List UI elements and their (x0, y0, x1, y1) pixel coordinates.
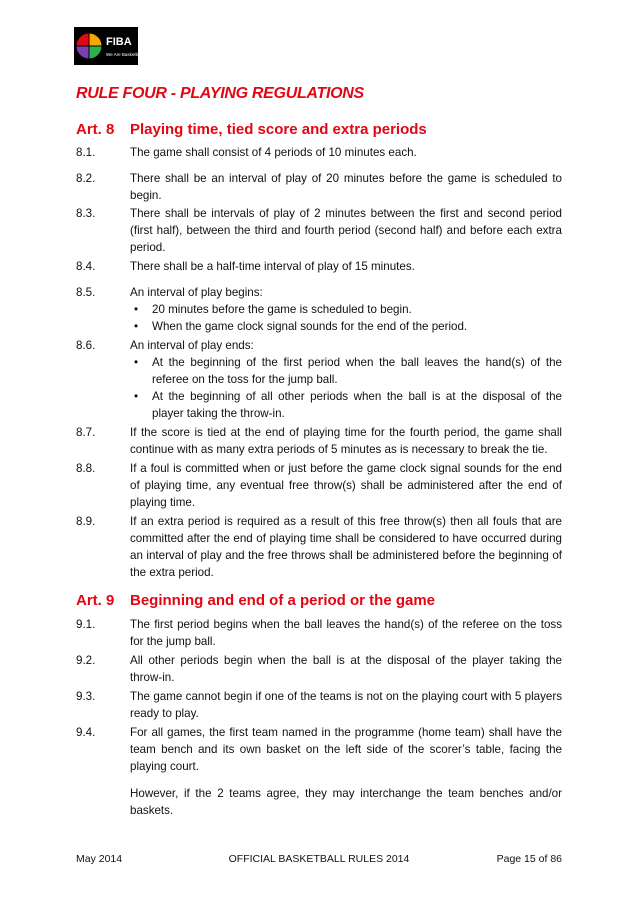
fiba-logo (74, 27, 143, 65)
clause-text: The first period begins when the ball leaves the hand(s) of the referee on the toss for the jump ball. (130, 618, 562, 648)
clause-8-4 (76, 258, 562, 275)
clause-8-7 (76, 424, 562, 458)
rule-title: RULE FOUR - PLAYING REGULATIONS (76, 85, 364, 102)
clause-number: 9.3. (76, 690, 96, 703)
clause-text: If a foul is committed when or just before the game clock signal sounds for the end of playing time, any eventual free throw(s) shall be administered after the end of playing time. (130, 462, 562, 509)
clause-9-2 (76, 652, 562, 686)
clause-8-9 (76, 513, 562, 581)
clause-text: The game shall consist of 4 periods of 10 minutes each. (130, 146, 417, 159)
footer-page-number: Page 15 of 86 (496, 853, 562, 865)
clause-number: 8.3. (76, 207, 96, 220)
clause-8-6 (76, 337, 562, 422)
clause-text: All other periods begin when the ball is at the disposal of the player taking the throw-in. (130, 654, 562, 684)
clause-8-2 (76, 170, 562, 204)
footer-date: May 2014 (76, 853, 123, 865)
bullet-item: • When the game clock signal sounds for the end of the period. (130, 318, 562, 335)
article-number: Art. 9 (76, 592, 115, 609)
clause-number: 8.1. (76, 146, 96, 159)
clause-number: 8.9. (76, 515, 96, 528)
clause-number: 9.4. (76, 726, 96, 739)
bullet-list (130, 354, 562, 422)
clause-8-8 (76, 460, 562, 511)
clause-text: There shall be a half-time interval of play of 15 minutes. (130, 260, 415, 273)
clause-text: There shall be intervals of play of 2 minutes between the first and second period (first half), between the third and fourth period (second half) and before each extra period. (130, 207, 562, 254)
clause-text: An interval of play ends: (130, 339, 254, 352)
clause-number: 8.2. (76, 172, 96, 185)
bullet-list (130, 301, 562, 335)
clause-number: 8.4. (76, 260, 96, 273)
clause-8-3 (76, 205, 562, 256)
clause-number: 9.1. (76, 618, 96, 631)
clause-9-4 (76, 724, 562, 775)
article-title: Beginning and end of a period or the game (130, 592, 436, 609)
article-title: Playing time, tied score and extra periods (130, 121, 427, 138)
logo-brand: FIBA (106, 36, 132, 48)
clause-text: There shall be an interval of play of 20 minutes before the game is scheduled to begin. (130, 172, 562, 202)
footer-center: OFFICIAL BASKETBALL RULES 2014 (228, 853, 410, 865)
clause-number: 8.6. (76, 339, 96, 352)
clause-9-1 (76, 616, 562, 650)
clause-number: 8.7. (76, 426, 96, 439)
clause-text: If an extra period is required as a result of this free throw(s) then all fouls that are committed after the end of playing time shall be considered to have occurred during an interval of play and the free throws shall be administered before the beginning of the extra period. (130, 515, 562, 579)
clause-number: 9.2. (76, 654, 96, 667)
clause-number: 8.8. (76, 462, 96, 475)
clause-9-3 (76, 688, 562, 722)
clause-text: The game cannot begin if one of the teams is not on the playing court with 5 players ready to play. (130, 690, 562, 720)
clause-number: 8.5. (76, 286, 96, 299)
clause-text: If the score is tied at the end of playing time for the fourth period, the game shall continue with as many extra periods of 5 minutes as is necessary to break the tie. (130, 426, 562, 456)
bullet-item: • At the beginning of all other periods when the ball is at the disposal of the player taking the throw-in. (130, 388, 562, 422)
bullet-item: • At the beginning of the first period when the ball leaves the hand(s) of the referee on the toss for the jump ball. (130, 354, 562, 388)
clause-text: However, if the 2 teams agree, they may interchange the team benches and/or baskets. (130, 787, 562, 817)
clause-8-1 (76, 144, 562, 161)
logo-tagline: We Are Basketball (106, 52, 143, 57)
clause-text: For all games, the first team named in the programme (home team) shall have the team bench and its own basket on the left side of the scorer’s table, facing the playing court. (130, 726, 562, 773)
clause-8-5 (76, 284, 562, 335)
article-number: Art. 8 (76, 121, 115, 138)
bullet-item: • 20 minutes before the game is scheduled to begin. (130, 301, 562, 318)
clause-9-4-continued (76, 785, 562, 819)
clause-text: An interval of play begins: (130, 286, 263, 299)
